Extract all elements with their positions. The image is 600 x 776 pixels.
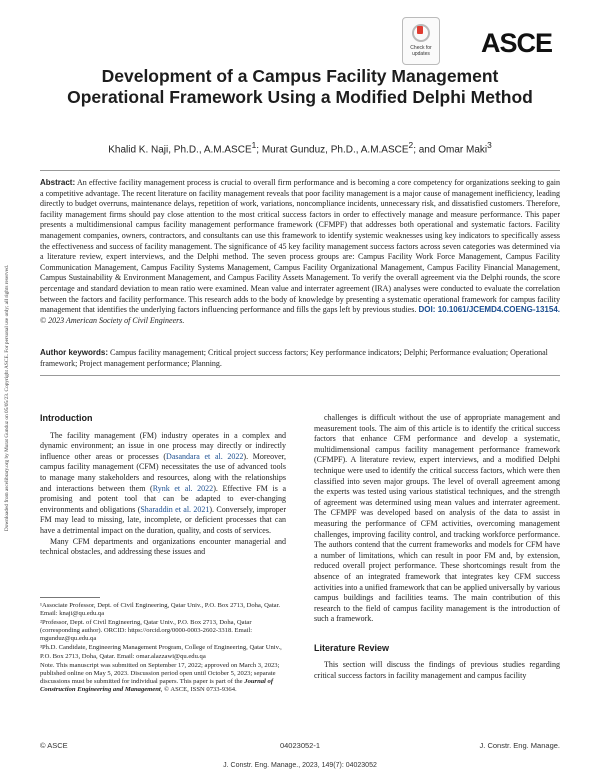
author-2-affil: 2 <box>408 140 414 150</box>
download-notice: Downloaded from ascelibrary.org by Murat Gunduz on 05/05/23. Copyright ASCE. For personal use only; all rights reserved. <box>4 264 10 532</box>
footnote-1: ¹Associate Professor, Dept. of Civil Engineering, Qatar Univ., P.O. Box 2713, Doha, Qatar. Email: knaji@qu.edu.qa <box>40 602 281 618</box>
footer-journal: J. Constr. Eng. Manage. <box>479 741 560 750</box>
author-2: Murat Gunduz, Ph.D., A.M.ASCE <box>261 144 409 156</box>
footnote-3: ³Ph.D. Candidate, Engineering Management Program, College of Engineering, Qatar Univ., P.O. Box 2713, Doha, Qatar. Email: omar.alazzawi@qu.edu.qa <box>40 644 282 660</box>
footnote-2: ²Professor, Dept. of Civil Engineering, Qatar Univ., P.O. Box 2713, Doha, Qatar (corresponding author). ORCID: https://orcid.org/0000-0003-2602-3318. Email: mgunduz@qu.edu.qa <box>40 619 253 643</box>
author-separator: ; and <box>413 144 439 156</box>
footer-page-id: 04023052-1 <box>279 741 321 750</box>
intro-text: The facility management (FM) industry operates in a complex and dynamic environment; an issue in one process may directly or indirectly influence other areas or processes ( <box>40 430 286 461</box>
footer-copyright: © ASCE <box>40 741 68 750</box>
footnotes <box>40 602 286 695</box>
keywords-label: Author keywords: <box>40 348 109 357</box>
intro-text: ). Moreover, campus facility management (CFM) necessitates the use of advanced tools to manage many stakeholders and resources, along with the relationships and interactions between them ( <box>40 451 286 493</box>
paper-title: Development of a Campus Facility Management Operational Framework Using a Modified Delphi Method <box>67 66 533 107</box>
note-text: , © ASCE, ISSN 0733-9364. <box>160 685 237 693</box>
citation-link[interactable]: Sharaddin et al. 2021 <box>140 504 210 514</box>
badge-line-1: Check for <box>410 45 432 51</box>
asce-logo: ASCE <box>481 28 553 58</box>
check-for-updates-badge[interactable] <box>402 17 440 65</box>
intro-text: ). Conversely, improper FM may lead to missing, late, incomplete, or deficient processes that can have a detrimental impact on the duration, quality, and costs of services. <box>40 504 286 535</box>
citation-line: J. Constr. Eng. Manage., 2023, 149(7): 04023052 <box>223 762 377 769</box>
literature-review-heading: Literature Review <box>314 642 390 653</box>
intro-paragraph-1 <box>40 431 286 537</box>
author-3: Omar Maki <box>438 144 488 156</box>
abstract-text: An effective facility management process is crucial to overall firm performance and is becoming a core competency for organizations seeking to gain a competitive advantage. The recent literature on facility management reveals that poor facility management is a major cause of management inefficiency, leading directly to budget overruns, maintenance delays, repetition of work, variations, noncompliance incidents, unnecessary risk, and dissatisfied customers. Therefore, facility management firms should pay close attention to the most critical success factors in order to effectively manage and measure performance. This paper presents a multidimensional campus facility management performance framework (CFMPF) that addresses both operational and systematic factors. Facility management companies, owners, contractors, and consultants can use this framework to identify systemic weaknesses using key indicators to specifically assess the effectiveness and success of facility management. The significance of 45 key facility management success factors across seven categories was determined via a literature review, expert interviews, and the Delphi method. The seven process groups are: Campus Facility Work Force Management, Campus Facility Communication Management, Campus Facility Systems Management, Campus Facility Organizational Management, Campus Facility Financial Management, Campus Sustainability & Environment Management, and Campus Facility Assets Management. To verify the overall agreement via the Delphi rounds, the score percentage and standard deviation to mean ratio were examined. Mean value and interrater agreement (IRA) analyses were conducted to evaluate the correlation between the factors and facility performance. This research adds to the body of knowledge by presenting a systematic operational framework for campus facility management that identifies the underlying factors influencing performance and fills the gaps left by previous studies. <box>40 178 561 315</box>
author-1: Khalid K. Naji, Ph.D., A.M.ASCE <box>108 144 252 156</box>
abstract-label: Abstract: <box>40 178 76 187</box>
abstract <box>40 178 560 326</box>
left-column <box>40 413 286 558</box>
keywords <box>40 348 560 369</box>
intro-continued: challenges is difficult without the use of appropriate management and measurement tools. The aim of this article is to identify the critical success factors that enhance CFM performance and develop a systematic, multidimensional campus facility management performance framework (CFMPF). A literature review, expert interviews, and a modified Delphi technique were used to identify the critical success factors, which were then classified into seven major groups. The level of overall agreement among the experts was tested using various statistical techniques, and the strength of agreement was determined using mean values and interrater agreement. The CFMPF was developed based on analysis of the data to assist in measuring the performance of CFM activities, overcoming management challenges, improving facility control, and tracking workforce performance. The authors contend that the current frameworks and models for CFM have a number of limitations, which can result in poor FM and, by extension, reduced overall project performance. These shortcomings result from the absence of an integrated framework that integrates key CFM success activities into a unified framework that can be applied universally by various campus buildings and facilities teams. The main contribution of this research to the field of campus facility management is the introduction of such a framework. <box>314 413 560 624</box>
journal-name: Journal of Construction Engineering and Management <box>40 677 274 693</box>
author-list <box>50 140 550 155</box>
keywords-text: Campus facility management; Critical project success factors; Key performance indicators; Delphi; Performance evaluation; Operational framework; Project management performance; Planning. <box>40 348 548 368</box>
divider <box>40 375 560 376</box>
doi-link[interactable]: DOI: 10.1061/JCEMD4.COENG-13154. <box>418 305 560 315</box>
abstract-copyright: © 2023 American Society of Civil Engineers. <box>40 315 185 325</box>
badge-line-2: updates <box>412 51 430 57</box>
author-separator: ; <box>256 144 262 156</box>
intro-text: ). Effective FM is a promising and potent tool that can be adapted to ever-changing environments and obligations ( <box>40 483 287 514</box>
note-text: Note. This manuscript was submitted on September 17, 2022; approved on March 3, 2023; published online on May 5, 2023. Discussion period open until October 5, 2023; separate discussions must be submitted for individual papers. This paper is part of the <box>40 661 280 685</box>
introduction-heading: Introduction <box>40 413 93 423</box>
author-1-affil: 1 <box>251 140 257 150</box>
author-3-affil: 3 <box>487 140 492 150</box>
bookmark-icon <box>417 26 423 34</box>
submission-note <box>40 662 286 694</box>
intro-paragraph-2: Many CFM departments and organizations encounter managerial and technical obstacles, and addressing these issues and <box>40 536 286 557</box>
literature-paragraph: This section will discuss the findings of previous studies regarding critical success factors in facility management and campus facility <box>314 660 560 681</box>
citation-link[interactable]: Dasandara et al. 2022 <box>166 451 244 461</box>
citation-link[interactable]: Rynk et al. 2022 <box>152 483 214 493</box>
footnote-rule <box>40 597 100 598</box>
right-column <box>314 413 560 682</box>
divider <box>40 170 560 171</box>
